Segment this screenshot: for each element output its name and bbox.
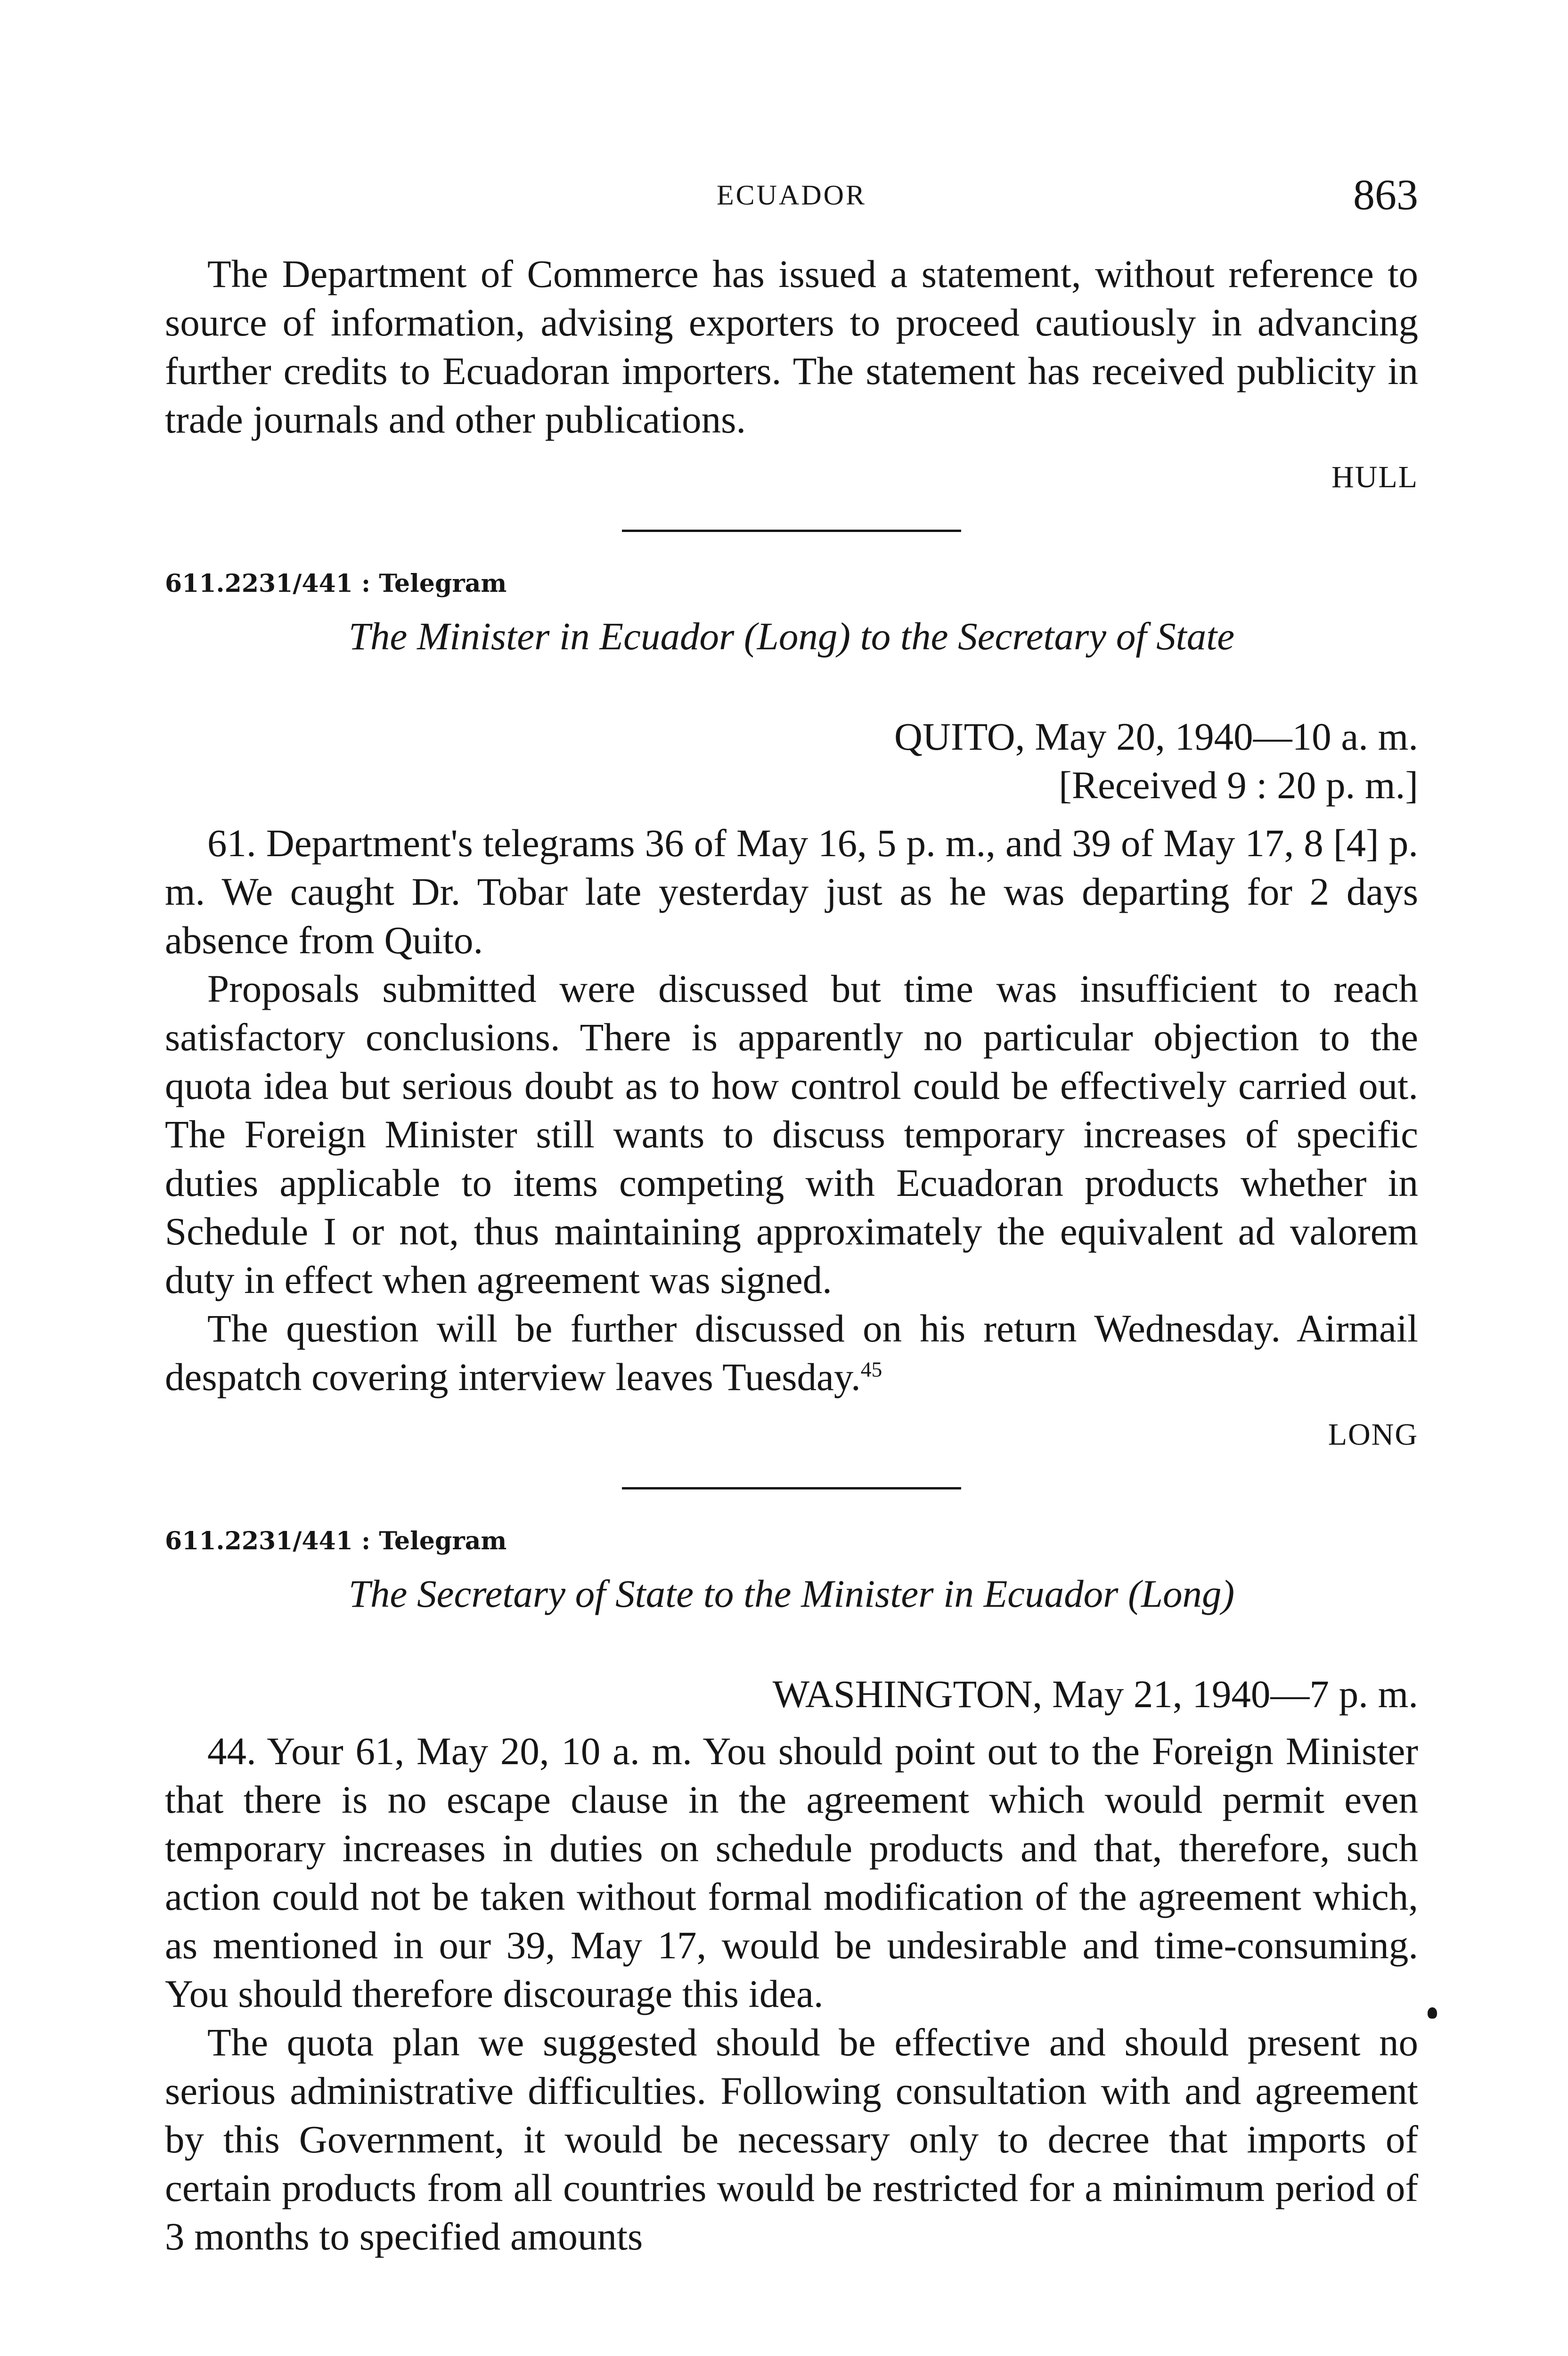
section-divider <box>622 530 961 532</box>
section-divider <box>622 1487 961 1489</box>
telegram-paragraph: 61. Department's telegrams 36 of May 16, 5 p. m., and 39 of May 17, 8 [4] p. m. We caught Dr. Tobar late yesterday just as he was departing for 2 days absence from Quito. <box>165 821 1418 962</box>
document-page <box>165 0 1418 2356</box>
document-title: The Secretary of State to the Minister in Ecuador (Long) <box>348 1572 1235 1615</box>
page-number: 863 <box>1353 171 1418 219</box>
place-date: WASHINGTON, May 21, 1940—7 p. m. <box>772 1672 1418 1716</box>
telegram-paragraph: 44. Your 61, May 20, 10 a. m. You should point out to the Foreign Minister that there is no escape clause in the agreement which would permit even temporary increases in duties on schedule products and that, therefore, such action could not be taken without formal modification of the agreement which, as mentioned in our 39, May 17, would be undesirable and time-consuming. You should therefore discourage this idea. <box>165 1729 1418 2015</box>
paragraph-commerce-statement: The Department of Commerce has issued a statement, without reference to source of information, advising exporters to proceed cautiously in advancing further credits to Ecuadoran importers. The statement has received publicity in trade journals and other publications. <box>165 252 1418 441</box>
telegram-paragraph-text: The question will be further discussed on his return Wednesday. Airmail despatch covering interview leaves Tuesday. <box>165 1307 1418 1399</box>
file-number: 611.2231/441 : Telegram <box>165 1527 507 1555</box>
telegram-paragraph <box>165 1304 1418 1401</box>
signature-hull <box>165 452 1418 501</box>
footnote-reference: 45 <box>860 1357 882 1382</box>
telegram-paragraph: The quota plan we suggested should be effective and should present no serious administrative difficulties. Following consultation with and agreement by this Government, it would be necessary only to decree that imports of certain products from all countries would be restricted for a minimum period of 3 months to specified amounts <box>165 2021 1418 2258</box>
margin-ink-mark <box>1428 2007 1437 2019</box>
signature-long-text: LONG <box>1328 1417 1418 1452</box>
received-time: [Received 9 : 20 p. m.] <box>1059 763 1418 807</box>
signature-long <box>165 1410 1418 1459</box>
signature-hull-text: HULL <box>1331 460 1418 494</box>
file-number: 611.2231/441 : Telegram <box>165 569 507 598</box>
page-header <box>165 170 1418 217</box>
telegram-paragraph: Proposals submitted were discussed but time was insufficient to reach satisfactory conclusions. There is apparently no particular objection to the quota idea but serious doubt as to how control could be effectively carried out. The Foreign Minister still wants to discuss temporary increases of specific duties applicable to items competing with Ecuadoran products whether in Schedule I or not, thus maintaining approximately the equivalent ad valorem duty in effect when agreement was signed. <box>165 967 1418 1301</box>
document-title: The Minister in Ecuador (Long) to the Secretary of State <box>348 614 1235 658</box>
place-date: QUITO, May 20, 1940—10 a. m. <box>894 715 1418 758</box>
running-head: ECUADOR <box>716 180 866 211</box>
body-text <box>165 250 1418 2261</box>
